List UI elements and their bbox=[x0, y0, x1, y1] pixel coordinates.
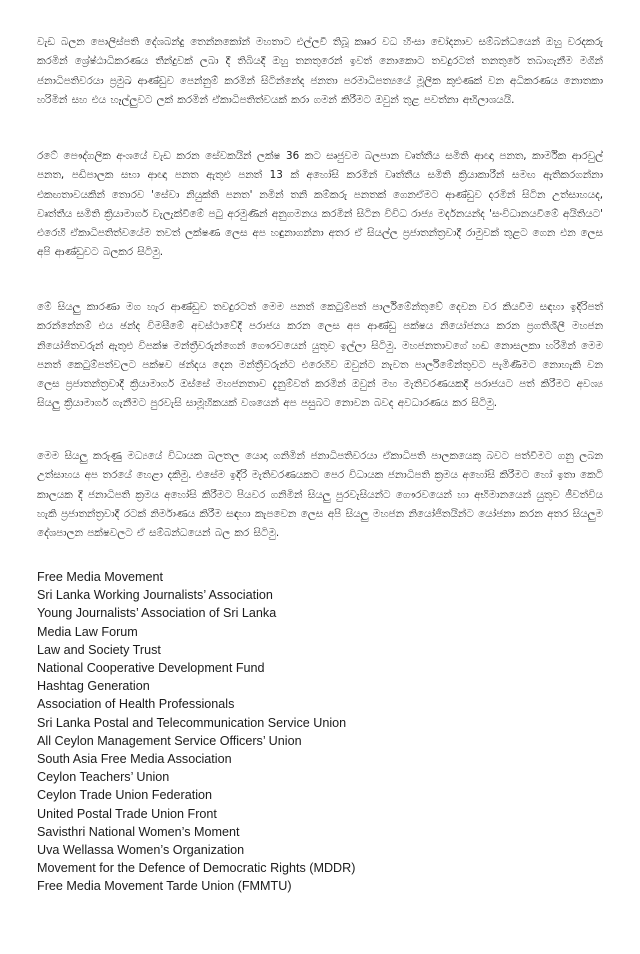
signatory-item: Free Media Movement bbox=[37, 570, 163, 584]
statement-paragraph-1: වැඩ බලන පොලිස්පති දේශබන්දු තෙන්නකෝන් මහතාට එල්ලවී තිබූ කෲර වධ හිංසා චෝදනාව සම්බන්ධයෙන් ඔහු වරදකරු කරමින් ශ්‍රේෂ්ඨාධිකරණය තීන්දුවක් ලබා දී තිබියදී ඔහු තනතුරෙන් ඉවත් නොකොට තවදුරටත් තනතුරේ තබාගැනීම මගින් ජනාධිපතිවරයා ප්‍රමුඛ ආණ්ඩුව පෙන්නුම් කරමින් සිටින්නේද ජනතා පරමාධිපත්‍යයේ මූලික කුළුණක් වන අධිකරණය නොතකා හරිමින් සහ එය හෑල්ලුවට ලක් කරමින් ඒකාධිපතිත්වයක් කරා ගමන් කිරීමට ඔවුන් තුළ පවත්නා අභිලාශයයි. bbox=[37, 36, 603, 106]
signatory-item: Sri Lanka Working Journalists’ Association bbox=[37, 588, 273, 603]
signatory-item: Uva Wellassa Women’s Organization bbox=[37, 843, 245, 858]
signatory-item: Ceylon Trade Union Federation bbox=[37, 788, 213, 803]
signatory-item: Sri Lanka Postal and Telecommunication Service Union bbox=[37, 715, 347, 730]
signatory-item: All Ceylon Management Service Officers’ Union bbox=[37, 733, 302, 748]
signatory-item: National Cooperative Development Fund bbox=[37, 661, 265, 676]
statement-paragraph-3: මේ සියලු කාරණා මග හැර ආණ්ඩුව තවදුරටත් මෙම පනත් කෙටුම්පත් පාර්ලිමේන්තුවේ දෙවන වර කියවීම සඳහා ඉදිරිපත් කරන්නේනම් එය ඡන්ද විමසීමේ අවස්ථාවේදී පරාජය කරන ලෙස අප ආණ්ඩු පක්ෂය නියෝජනය කරන ප්‍රගතිශීලී මහජන නියෝජිතවරුන් ඇතුළු විපක්ෂ මන්ත්‍රීවරුන්ගෙන් ගෞරවයෙන් යුතුව ඉල්ලා සිටිමු. මහජනතාවගේ හඬ නොසලකා හරිමින් මෙම පනත් කෙටුම්පත්වලට පක්ෂව ඡන්දය දෙන මන්ත්‍රීවරුන්ට එරෙහිව ඔවුන්ට නැවත පාර්ලිමේන්තුවට පැමිණීමට නොහැකි වන ලෙස ප්‍රජාතන්ත්‍රවාදී ක්‍රියාමාර්ග ඔස්සේ මහජනතාව දැනුම්වත් කරමින් ඔවුන් මහ මැතිවරණයකදී පරාජයට පත් කිරීමට අවශ්‍ය සියලු ක්‍රියාමාර්ග ගැනීමට පුරවැසි සාමූහිකයක් වශයෙන් අප පසුබට නොවන බවද අවධාරණය කර සිටිමු. bbox=[37, 301, 603, 410]
signatory-item: Free Media Movement Tarde Union (FMMTU) bbox=[37, 879, 292, 894]
signatory-item: Hashtag Generation bbox=[37, 679, 150, 694]
statement-paragraph-2: රටේ පෞද්ගලික අංශයේ වැඩ කරන සේවකයින් ලක්ෂ 36 කට සෘජුවම බලපාන වෘත්තීය සමිති ආඥා පනත, කාර්මික ආරවුල් පනත, පඩිපාලක සභා ආඥා පනත ඇතුළු පනත් 13 ක් අහෝසි කරමින් වෘත්තීය සමිති ක්‍රියාකාරීන් සමඟ ඇතිකරගන්නා එකඟතාවයකින් තොරව 'සේවා නියුක්ති පනත' නමින් තනි කම්කරු පනතක් ගෙනඒමට ආණ්ඩුව දරමින් සිටින උත්සාහයද, වෘත්තීය සමිති ක්‍රියාමාර්ග වැලැක්වීමේ පටු අරමුණින් අනුගමනය කරමින් සිටින විවිධ රාජ්‍ය මර්දනයන්ද 'සංවිධානයවීමේ අයිතියට' එරෙහි ඒකාධිපතිත්වයේම තවත් ලක්ෂණ ලෙස අප හඳුනාගන්නා අතර ඒ සියල්ල ප්‍රජාතන්ත්‍රවාදී රාමුවක් තුළට ගෙන එන ලෙස අපි ආණ්ඩුවට බලකර සිටිමු. bbox=[37, 150, 603, 259]
signatory-item: South Asia Free Media Association bbox=[37, 752, 232, 767]
signatory-item: Law and Society Trust bbox=[37, 642, 161, 657]
statement-paragraph-4: මෙම සියලු කරුණු මධ්‍යයේ විධායක බලතල යොදා ගනිමින් ජනාධිපතිවරයා ඒකාධිපති පාලකයෙකු බවට පත්වීමට ගනු ලබන උත්සාහය අප තරයේ හෙළා දකිමු. එසේම ඉදිරි මැතිවරණයකට පෙර විධායක ජනාධිපති ක්‍රමය අහෝසි කිරීමට හෝ ඉතා කෙටි කාලයක දී ජනාධිපති ක්‍රමය අහෝසි කිරීමට පියවර ගනිමින් සියලු පුරවැසියන්ට ගෞරවයෙන් හා අභිමානයෙන් යුතුව ජීවත්විය හැකි ප්‍රජාතන්ත්‍රවාදී රටක් නිර්මාණය කිරීම සඳහා කැපවෙන ලෙස අපි සියලු මහජන නියෝජිතයින්ට යෝජනා කරන අතර සියලුම දේශපාලන පක්ෂවලට ඒ සම්බන්ධයෙන් බල කර සිටිමු. bbox=[37, 450, 603, 540]
signatory-item: Ceylon Teachers’ Union bbox=[37, 770, 170, 785]
signatory-item: Media Law Forum bbox=[37, 624, 138, 639]
signatory-item: United Postal Trade Union Front bbox=[37, 806, 217, 821]
signatory-item: Savisthri National Women’s Moment bbox=[37, 824, 240, 839]
signatory-item: Young Journalists’ Association of Sri Lanka bbox=[37, 606, 277, 621]
signatory-item: Association of Health Professionals bbox=[37, 697, 235, 712]
signatory-item: Movement for the Defence of Democratic Rights (MDDR) bbox=[37, 861, 356, 876]
signatory-list bbox=[37, 568, 355, 896]
